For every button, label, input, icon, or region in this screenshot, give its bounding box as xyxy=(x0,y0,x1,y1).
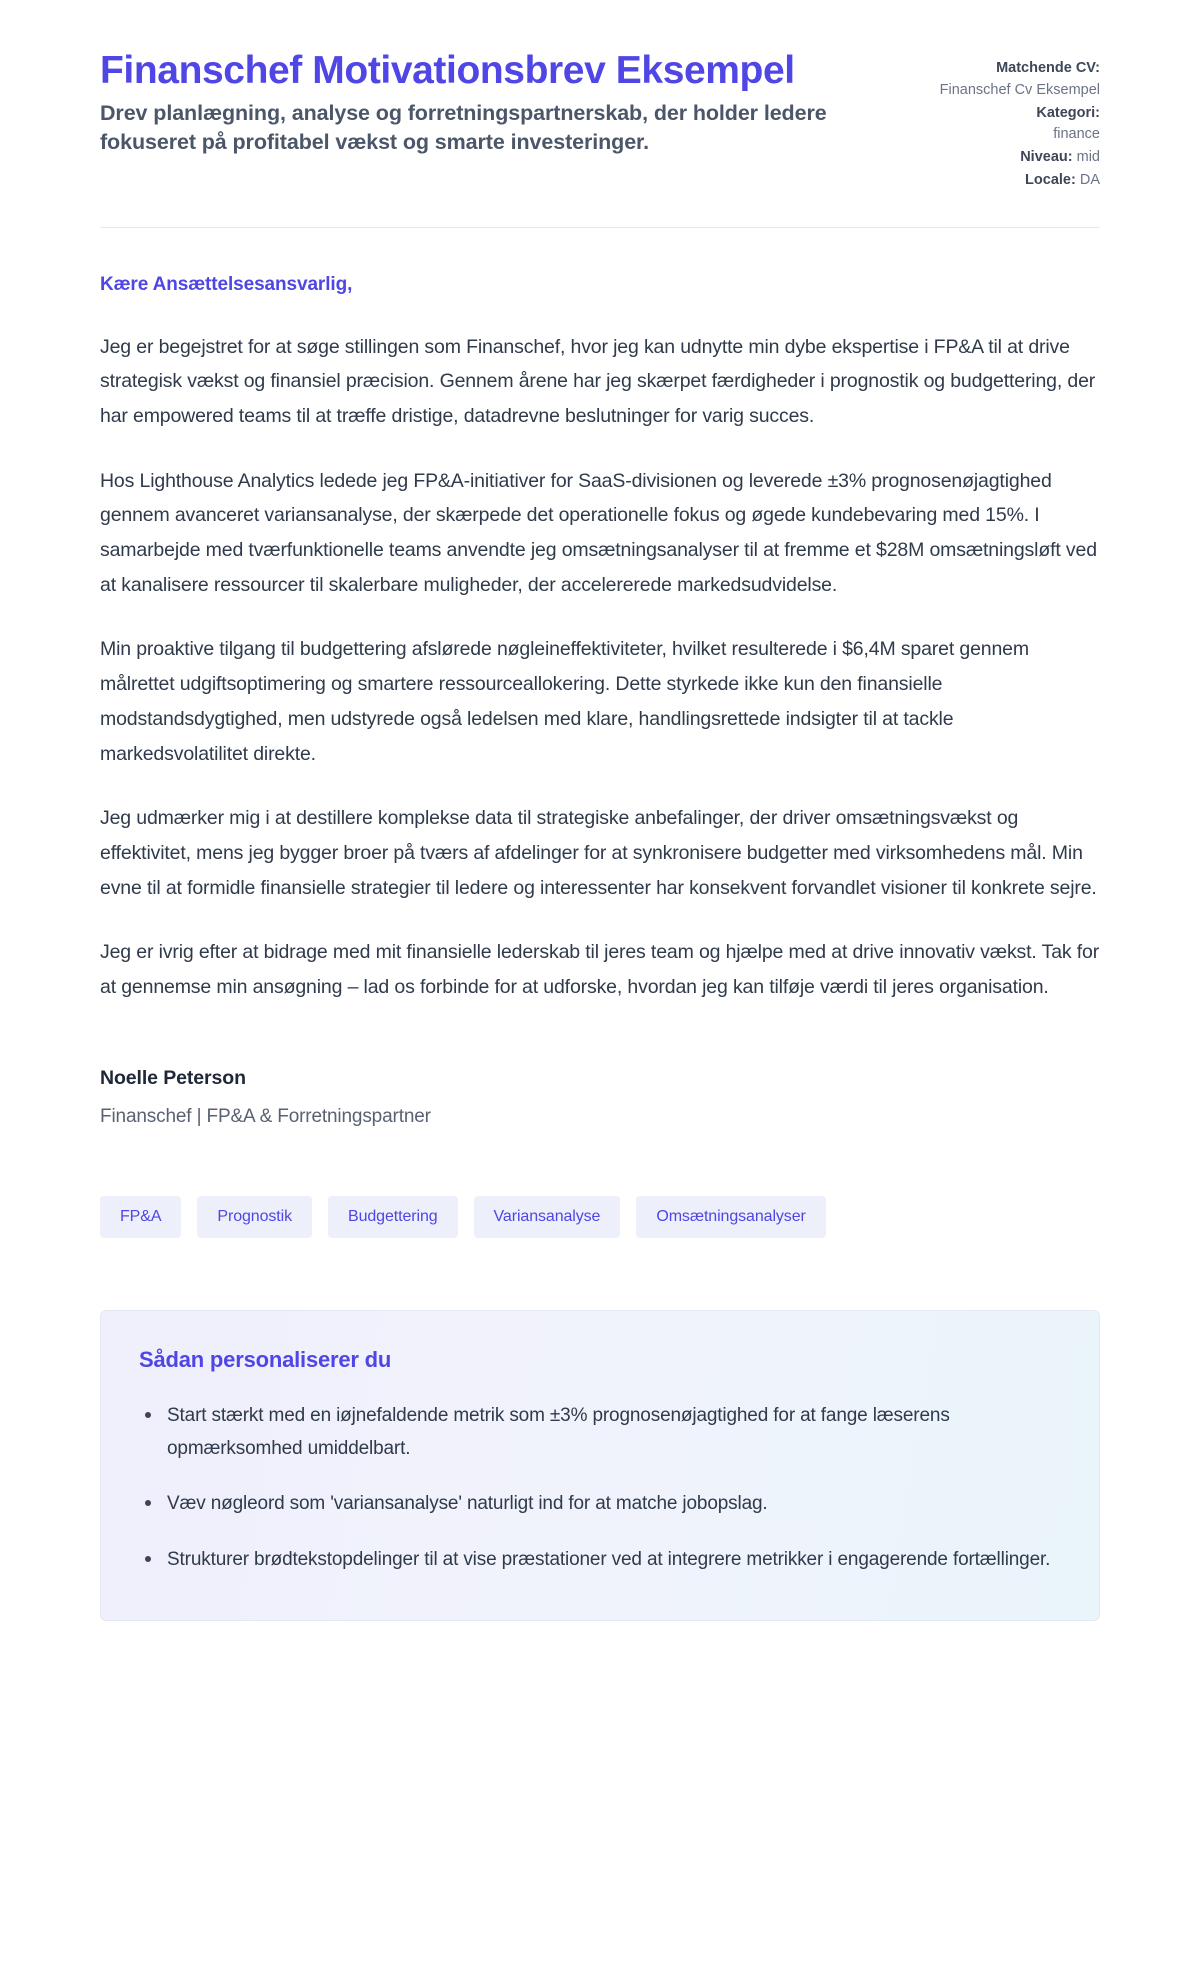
personalization-callout xyxy=(100,1310,1100,1621)
meta-level xyxy=(870,147,1100,169)
skill-tag-list xyxy=(100,1196,1100,1238)
letter-paragraph: Hos Lighthouse Analytics ledede jeg FP&A-initiativer for SaaS-divisionen og leverede ±3% prognosenøjagtighed gennem avanceret variansanalyse, der skærpede det operationelle fokus og øgede kundebevaring med 15%. I samarbejde med tværfunktionelle teams anvendte jeg omsætningsanalyser til at fremme et $28M omsætningsløft ved at kanalisere ressourcer til skalerbare muligheder, der accelererede markedsudvidelse. xyxy=(100,469,1097,596)
meta-matching-cv-label: Matchende CV: xyxy=(996,60,1100,76)
callout-list-item: Strukturer brødtekstopdelinger til at vise præstationer ved at integrere metrikker i engagerende fortællinger. xyxy=(139,1543,1061,1576)
callout-list-item: Væv nøgleord som 'variansanalyse' naturligt ind for at matche jobopslag. xyxy=(139,1487,1061,1520)
meta-category xyxy=(870,103,1100,147)
skill-tag[interactable]: FP&A xyxy=(100,1196,181,1238)
meta-matching-cv xyxy=(870,58,1100,102)
letter-paragraph: Jeg er begejstret for at søge stillingen som Finanschef, hvor jeg kan udnytte min dybe ekspertise i FP&A til at drive strategisk vækst og finansiel præcision. Gennem årene har jeg skærpet færdigheder i prognostik og budgettering, der har empowered teams til at træffe dristige, datadrevne beslutninger for varig succes. xyxy=(100,335,1096,427)
page-subtitle: Drev planlægning, analyse og forretningspartnerskab, der holder ledere fokuseret på profitabel vækst og smarte investeringer. xyxy=(100,101,827,154)
letter-paragraph: Jeg udmærker mig i at destillere komplekse data til strategiske anbefalinger, der driver omsætningsvækst og effektivitet, mens jeg bygger broer på tværs af afdelinger for at synkronisere budgetter med virksomhedens mål. Min evne til at formidle finansielle strategier til ledere og interessenter har konsekvent forvandlet visioner til konkrete sejre. xyxy=(100,807,1097,899)
skill-tag[interactable]: Budgettering xyxy=(328,1196,458,1238)
skill-tag[interactable]: Prognostik xyxy=(197,1196,312,1238)
signature-block xyxy=(100,1067,1100,1128)
meta-category-label: Kategori: xyxy=(1036,104,1100,121)
letter-greeting: Kære Ansættelsesansvarlig, xyxy=(100,273,353,295)
document-header xyxy=(100,48,1100,227)
skill-tag[interactable]: Variansanalyse xyxy=(474,1196,621,1238)
callout-list xyxy=(139,1399,1061,1576)
meta-locale-value: DA xyxy=(1079,171,1100,188)
callout-title: Sådan personaliserer du xyxy=(139,1346,392,1372)
meta-level-value: mid xyxy=(1076,149,1100,165)
meta-locale xyxy=(870,170,1100,192)
signature-name: Noelle Peterson xyxy=(100,1066,246,1089)
letter-paragraph: Jeg er ivrig efter at bidrage med mit finansielle lederskab til jeres team og hjælpe med at drive innovativ vækst. Tak for at gennemse min ansøgning – lad os forbinde for at udforske, hvordan jeg kan tilføje værdi til jeres organisation. xyxy=(100,941,1100,999)
header-title-block xyxy=(100,48,830,156)
meta-locale-label: Locale: xyxy=(1025,171,1076,188)
meta-category-value: finance xyxy=(1053,126,1100,143)
callout-list-item: Start stærkt med en iøjnefaldende metrik som ±3% prognosenøjagtighed for at fange læserens opmærksomhed umiddelbart. xyxy=(139,1399,1061,1466)
letter-paragraph: Min proaktive tilgang til budgettering afslørede nøgleineffektiviteter, hvilket resulterede i $6,4M sparet gennem målrettet udgiftsoptimering og smartere ressourceallokering. Dette styrkede ikke kun den finansielle modstandsdygtighed, men udstyrede også ledelsen med klare, handlingsrettede indsigter til at tackle markedsvolatilitet direkte. xyxy=(100,638,1029,765)
signature-role: Finanschef | FP&A & Forretningspartner xyxy=(100,1105,431,1127)
letter-content xyxy=(100,274,1100,1621)
skill-tag[interactable]: Omsætningsanalyser xyxy=(636,1196,825,1238)
document-metadata xyxy=(870,48,1100,193)
header-divider xyxy=(100,227,1100,228)
meta-level-label: Niveau: xyxy=(1020,149,1073,165)
letter-body xyxy=(100,330,1100,1005)
meta-matching-cv-value: Finanschef Cv Eksempel xyxy=(939,81,1100,98)
page-title: Finanschef Motivationsbrev Eksempel xyxy=(100,49,795,92)
